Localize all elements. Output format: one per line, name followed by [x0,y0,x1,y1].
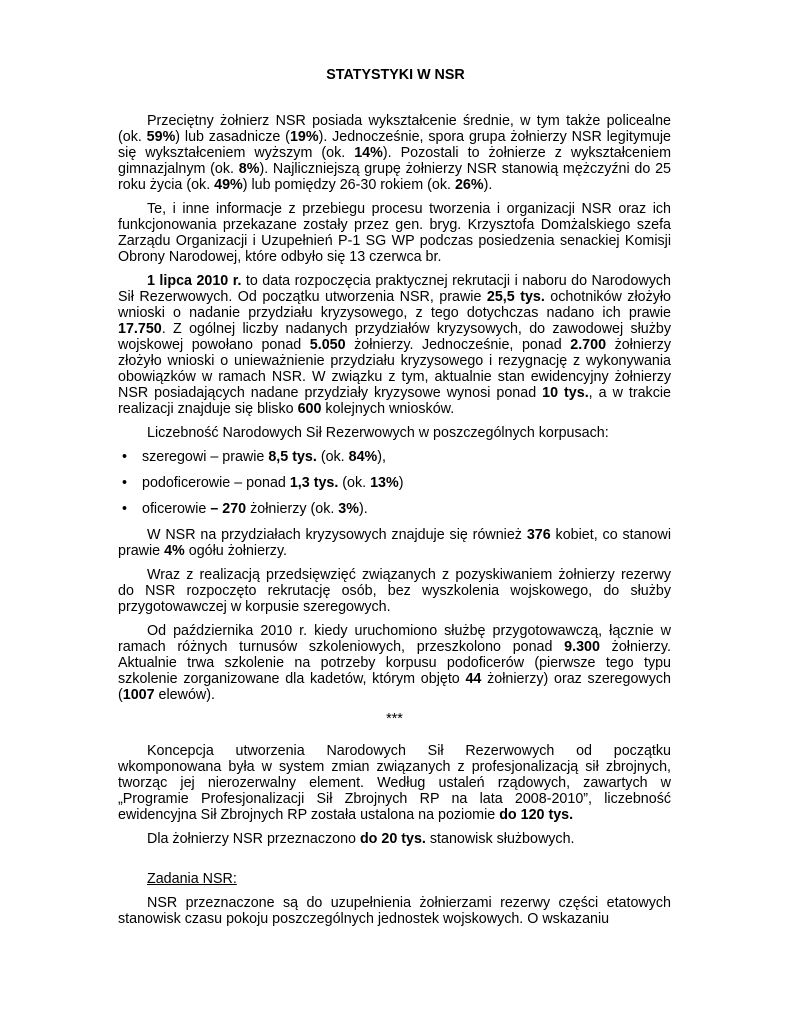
emphasis: 14% [354,145,383,161]
emphasis: 376 [526,527,551,543]
paragraph-training: Od października 2010 r. kiedy uruchomiono służbę przygotowawczą, łącznie w ramach różnych turnusów szkoleniowych, przeszkolono ponad 9.300 żołnierzy. Aktualnie trwa szkolenie na potrzeby korpusu podoficerów (pierwsze tego typu szkolenie zorganizowane dla kadetów, którym objęto 44 żołnierzy) oraz szeregowych (1007 elewów). [118,623,671,703]
emphasis: 19% [289,129,319,145]
emphasis: 1 lipca 2010 r. [147,273,242,289]
list-item [118,449,671,465]
paragraph-preparatory-service: Wraz z realizacją przedsięwzięć związanych z pozyskiwaniem żołnierzy rezerwy do NSR rozpoczęto rekrutację osób, bez wyszkolenia wojskowego, do służby przygotowawczej w korpusie szeregowych. [118,567,671,615]
emphasis: 8% [238,161,260,177]
bullet-icon: • [122,475,128,491]
paragraph-source: Te, i inne informacje z przebiegu procesu tworzenia i organizacji NSR oraz ich funkcjonowania przekazane zostały przez gen. bryg. Krzysztofa Domżalskiego szefa Zarządu Organizacji i Uzupełnień P-1 SG WP podczas posiedzenia senackiej Komisji Obrony Narodowej, które odbyło się 13 czerwca br. [118,201,671,265]
section-separator: *** [386,711,403,727]
emphasis: 25,5 tys. [486,289,545,305]
bullet-icon: • [122,501,128,517]
emphasis: 44 [465,671,482,687]
paragraph-education-stats: Przeciętny żołnierz NSR posiada wykształcenie średnie, w tym także policealne (ok. 59%) lub zasadnicze (19%). Jednocześnie, spora grupa żołnierzy NSR legitymuje się wykształceniem wyższym (ok. 14%). Pozostali to żołnierze z wykształceniem gimnazjalnym (ok. 8%). Najliczniejszą grupę żołnierzy NSR stanowią mężczyźni do 25 roku życia (ok. 49%) lub pomiędzy 26-30 rokiem (ok. 26%). [118,113,671,193]
emphasis: 49% [214,177,243,193]
list-item [118,501,671,517]
paragraph-positions: Dla żołnierzy NSR przeznaczono do 20 tys. stanowisk służbowych. [147,831,575,847]
emphasis: 600 [297,401,322,417]
paragraph-corps-intro: Liczebność Narodowych Sił Rezerwowych w poszczególnych korpusach: [147,425,609,441]
list-item-text: oficerowie – 270 żołnierzy (ok. 3%). [142,501,368,517]
paragraph-tasks: NSR przeznaczone są do uzupełnienia żołnierzami rezerwy części etatowych stanowisk czasu pokoju poszczególnych jednostek wojskowych. O wskazaniu [118,895,671,927]
list-item [118,475,671,491]
document-body [118,113,671,935]
emphasis: 84% [348,449,378,465]
emphasis: 8,5 tys. [268,449,317,465]
emphasis: do 20 tys. [359,831,426,847]
emphasis: 4% [164,543,185,559]
emphasis: – 270 [210,501,247,517]
emphasis: 59% [146,129,176,145]
corps-list [118,449,671,517]
list-item-text: szeregowi – prawie 8,5 tys. (ok. 84%), [142,449,386,465]
list-item-text: podoficerowie – ponad 1,3 tys. (ok. 13%) [142,475,404,491]
emphasis: 1,3 tys. [289,475,339,491]
paragraph-women: W NSR na przydziałach kryzysowych znajduje się również 376 kobiet, co stanowi prawie 4% ogółu żołnierzy. [118,527,671,559]
section-heading: Zadania NSR: [147,871,237,887]
page-title: STATYSTYKI W NSR [326,67,465,83]
emphasis: 3% [338,501,359,517]
emphasis: 5.050 [309,337,346,353]
paragraph-concept: Koncepcja utworzenia Narodowych Sił Rezerwowych od początku wkomponowana była w system zmian związanych z profesjonalizacją sił zbrojnych, tworząc jej nierozerwalny element. Według ustaleń rządowych, zawartych w „Programie Profesjonalizacji Sił Zbrojnych RP na lata 2008-2010”, liczebność ewidencyjna Sił Zbrojnych RP została ustalona na poziomie do 120 tys. [118,743,671,823]
emphasis: 13% [370,475,399,491]
emphasis: 26% [454,177,484,193]
paragraph-recruitment: 1 lipca 2010 r. to data rozpoczęcia praktycznej rekrutacji i naboru do Narodowych Sił Rezerwowych. Od początku utworzenia NSR, prawie 25,5 tys. ochotników złożyło wnioski o nadanie przydziału kryzysowego, z tego dotychczas nadano ich prawie 17.750. Z ogólnej liczby nadanych przydziałów kryzysowych, do zawodowej służby wojskowej powołano ponad 5.050 żołnierzy. Jednocześnie, ponad 2.700 żołnierzy złożyło wnioski o unieważnienie przydziału kryzysowego i rezygnację z wykonywania obowiązków w ramach NSR. W związku z tym, aktualnie stan ewidencyjny żołnierzy NSR posiadających nadane przydziały kryzysowe wynosi ponad 10 tys., a w trakcie realizacji znajduje się blisko 600 kolejnych wniosków. [118,273,672,417]
emphasis: 2.700 [570,337,607,353]
emphasis: 9.300 [564,639,600,655]
emphasis: 10 tys. [542,385,589,401]
emphasis: 1007 [122,687,155,703]
emphasis: 17.750 [118,321,162,337]
bullet-icon: • [122,449,128,465]
emphasis: do 120 tys. [499,807,574,823]
